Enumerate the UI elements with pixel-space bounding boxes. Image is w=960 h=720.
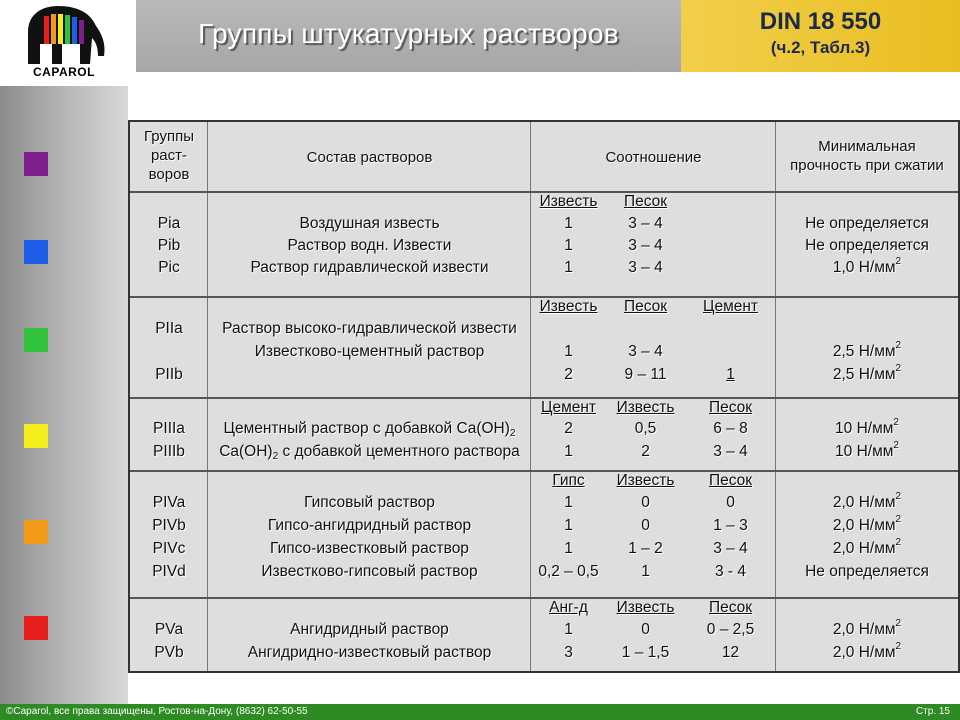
ratio-value: 1 [564,237,573,254]
group-code: Pia [157,215,181,232]
page-number: Стр. 15 [915,706,950,717]
group-code: PVb [154,644,184,661]
ratio-value: 0 [641,517,650,534]
group-code: PIVa [152,494,186,511]
left-decor-strip [0,86,128,704]
composition: Известково-гипсовый раствор [261,563,478,580]
composition: $Ca(OH)_2$ с добавкой цементного раствора [219,443,520,462]
din-title: DIN 18 550 [759,8,882,35]
ratio-value: 1 [564,540,573,557]
ratio-value: 1 [564,517,573,534]
strength-value: Не определяется [805,215,929,232]
header-ratio: Соотношение [605,149,702,166]
header-strength-line2: прочность при сжатии [790,157,944,174]
page-title: Группы штукатурных растворов [198,18,619,49]
ratio-value: 0 – 2,5 [706,621,755,638]
composition: Известково-цементный раствор [254,343,485,360]
strength-value: 10 $Н/мм^2$ [835,417,899,437]
ratio-header: Цемент [702,298,759,315]
ratio-value: 1 [564,443,573,460]
din-box [681,0,960,72]
title-bar [136,0,681,72]
ratio-header: Цемент [540,399,597,416]
strength-value: 2,5 $Н/мм^2$ [832,340,902,360]
group-code: Pic [158,259,180,276]
composition: Раствор водн. Извести [287,237,452,254]
red-square-icon [24,616,48,640]
ratio-value: 1 – 3 [713,517,748,534]
ratio-header: Известь [539,193,598,210]
table-header-row [130,122,958,193]
composition: Воздушная известь [299,215,440,232]
ratio-header: Песок [623,193,668,210]
group-code: PIIb [155,366,183,383]
ratio-header: Анг-д [549,599,588,616]
logo-text: CAPAROL [33,65,95,79]
composition: Раствор гидравлической извести [250,259,489,276]
strength-value: 1,0 $Н/мм^2$ [832,256,902,276]
ratio-value: 1 [564,494,573,511]
header-strength-line1: Минимальная [818,138,916,155]
group-code: PIIIa [153,420,185,437]
ratio-value: 3 – 4 [713,540,748,557]
ratio-value: 2 [564,366,573,383]
ratio-value: 0,5 [634,420,657,437]
ratio-value: 3 – 4 [628,343,663,360]
strength-value: 2,0 $Н/мм^2$ [832,641,902,661]
ratio-value: 3 – 4 [713,443,748,460]
ratio-value: 3 – 4 [628,237,663,254]
table-row [130,599,958,671]
composition: Гипсо-ангидридный раствор [267,517,472,534]
ratio-header: Песок [623,298,668,315]
ratio-header: Известь [616,399,675,416]
composition: Раствор высоко-гидравлической извести [222,320,517,337]
blue-square-icon [24,240,48,264]
strength-value: 2,0 $Н/мм^2$ [832,491,902,511]
ratio-value: 6 – 8 [713,420,748,437]
composition: Цементный раствор с добавкой $Ca(OH)_2$ [223,420,516,439]
strength-value: 2,0 $Н/мм^2$ [832,618,902,638]
header-group-line2: раст- [150,147,188,164]
ratio-value: 12 [721,644,740,661]
ratio-value: 0 [641,621,650,638]
ratio-header: Гипс [552,472,585,489]
ratio-value: 1 – 2 [628,540,663,557]
ratio-value: 1 [564,259,573,276]
table-row [130,399,958,472]
strength-value: 10 $Н/мм^2$ [835,440,899,460]
strength-value: Не определяется [805,237,929,254]
ratio-value: 0 [641,494,650,511]
ratio-value: 3 – 4 [628,215,663,232]
strength-value: 2,0 $Н/мм^2$ [832,537,902,557]
composition: Гипсовый раствор [304,494,435,511]
composition: Ангидридный раствор [290,621,449,638]
orange-square-icon [24,520,48,544]
ratio-value: 3 – 4 [628,259,663,276]
ratio-value: 1 [564,621,573,638]
ratio-value: 1 [564,343,573,360]
ratio-value: 9 – 11 [624,366,667,383]
ratio-value: 3 - 4 [714,563,746,580]
din-subtitle: (ч.2, Табл.3) [770,38,871,57]
footer-copyright: ©Caparol, все права защищены, Ростов-на-Дону, (8632) 62-50-55 [6,706,308,717]
header-composition: Состав растворов [306,149,433,166]
group-code: Pib [157,237,181,254]
ratio-header: Известь [616,599,675,616]
group-code: PIIIb [153,443,185,460]
caparol-logo [0,0,128,86]
ratio-value: 0 [726,494,735,511]
ratio-value: 2 [641,443,650,460]
ratio-header: Песок [708,399,753,416]
ratio-value: 1 [564,215,573,232]
ratio-header: Песок [708,472,753,489]
group-code: PIVd [152,563,186,580]
strength-value: 2,5 $Н/мм^2$ [832,363,902,383]
ratio-value: 1 – 1,5 [621,644,670,661]
header-group-line1: Группы [144,128,194,145]
ratio-header: Известь [539,298,598,315]
header-group-line3: воров [148,166,190,183]
ratio-value: 3 [564,644,573,661]
ratio-value: 1 [726,366,735,383]
composition: Ангидридно-известковый раствор [247,644,492,661]
group-code: PVa [154,621,184,638]
ratio-header: Песок [708,599,753,616]
ratio-value: 2 [564,420,573,437]
elephant-logo-icon [18,4,110,66]
green-square-icon [24,328,48,352]
mortar-groups-table [128,120,960,673]
strength-value: Не определяется [805,563,929,580]
group-code: PIIa [155,320,183,337]
footer-bar [0,704,960,720]
ratio-value: 0,2 – 0,5 [538,563,599,580]
table-row [130,193,958,298]
ratio-value: 1 [641,563,650,580]
group-code: PIVc [152,540,186,557]
group-code: PIVb [152,517,186,534]
composition: Гипсо-известковый раствор [270,540,469,557]
purple-square-icon [24,152,48,176]
ratio-header: Известь [616,472,675,489]
yellow-square-icon [24,424,48,448]
strength-value: 2,0 $Н/мм^2$ [832,514,902,534]
table-row [130,472,958,599]
table-row [130,298,958,399]
